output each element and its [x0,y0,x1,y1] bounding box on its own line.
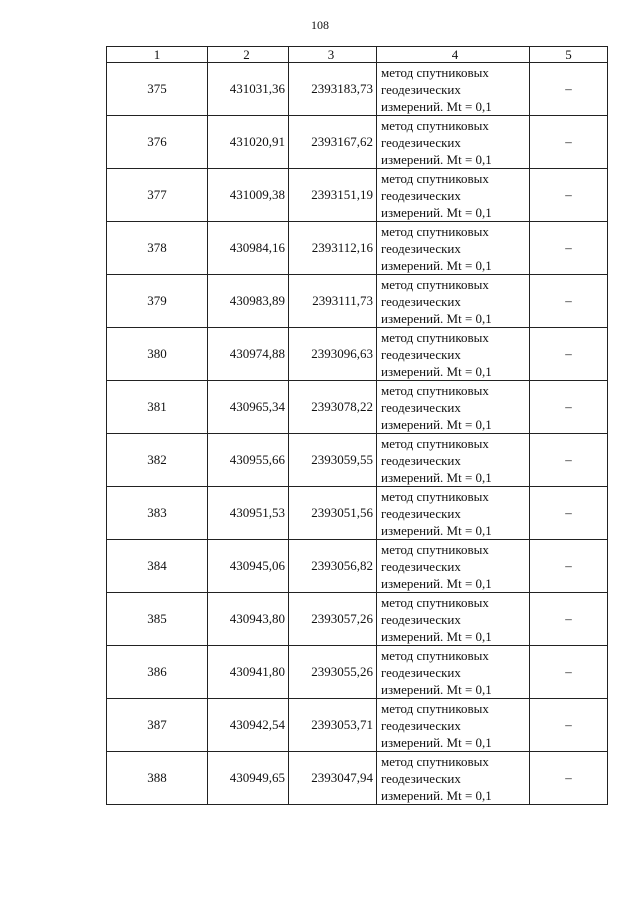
note-cell [530,752,608,805]
note-cell [530,487,608,540]
note-cell [530,434,608,487]
method-cell [377,116,530,169]
method-cell [377,434,530,487]
y-coordinate-cell: 2393112,16 [289,222,377,275]
y-coordinate-cell: 2393111,73 [289,275,377,328]
method-line-1: метод спутниковых [381,488,489,504]
note-dash: – [565,346,572,361]
method-line-3: измерений. Mt = 0,1 [381,310,492,326]
x-coordinate-cell: 430945,06 [208,540,289,593]
method-line-1: метод спутниковых [381,117,489,133]
note-dash: – [565,134,572,149]
x-coordinate-cell: 430974,88 [208,328,289,381]
note-dash: – [565,293,572,308]
method-line-1: метод спутниковых [381,382,489,398]
method-line-1: метод спутниковых [381,753,489,769]
method-cell [377,487,530,540]
y-coordinate-cell: 2393053,71 [289,699,377,752]
method-line-3: измерений. Mt = 0,1 [381,151,492,167]
point-number-cell: 379 [107,275,208,328]
point-number-cell: 383 [107,487,208,540]
x-coordinate-cell: 430983,89 [208,275,289,328]
note-dash: – [565,664,572,679]
note-cell [530,540,608,593]
x-coordinate-cell: 430949,65 [208,752,289,805]
method-cell [377,593,530,646]
table-row [107,593,608,646]
method-line-3: измерений. Mt = 0,1 [381,628,492,644]
x-coordinate-cell: 430984,16 [208,222,289,275]
method-line-2: геодезических [381,81,461,97]
method-line-2: геодезических [381,505,461,521]
method-line-2: геодезических [381,187,461,203]
point-number-cell: 387 [107,699,208,752]
point-number-cell: 380 [107,328,208,381]
y-coordinate-cell: 2393096,63 [289,328,377,381]
method-cell [377,63,530,116]
method-line-1: метод спутниковых [381,223,489,239]
method-line-1: метод спутниковых [381,700,489,716]
note-dash: – [565,187,572,202]
method-line-2: геодезических [381,452,461,468]
note-dash: – [565,81,572,96]
method-line-3: измерений. Mt = 0,1 [381,204,492,220]
y-coordinate-cell: 2393167,62 [289,116,377,169]
table-row [107,381,608,434]
note-cell [530,222,608,275]
column-header-4: 4 [377,47,530,63]
method-line-2: геодезических [381,611,461,627]
table-row [107,328,608,381]
note-cell [530,593,608,646]
x-coordinate-cell: 430941,80 [208,646,289,699]
x-coordinate-cell: 431020,91 [208,116,289,169]
note-dash: – [565,452,572,467]
point-number-cell: 378 [107,222,208,275]
y-coordinate-cell: 2393057,26 [289,593,377,646]
method-line-3: измерений. Mt = 0,1 [381,416,492,432]
method-line-1: метод спутниковых [381,541,489,557]
note-cell [530,328,608,381]
point-number-cell: 377 [107,169,208,222]
point-number-cell: 381 [107,381,208,434]
method-line-3: измерений. Mt = 0,1 [381,575,492,591]
method-line-2: геодезических [381,134,461,150]
method-line-1: метод спутниковых [381,435,489,451]
method-line-3: измерений. Mt = 0,1 [381,98,492,114]
note-dash: – [565,399,572,414]
method-line-1: метод спутниковых [381,276,489,292]
note-dash: – [565,558,572,573]
table-row [107,169,608,222]
method-line-2: геодезических [381,399,461,415]
table-row [107,487,608,540]
method-line-1: метод спутниковых [381,594,489,610]
y-coordinate-cell: 2393183,73 [289,63,377,116]
column-header-1: 1 [107,47,208,63]
column-header-5: 5 [530,47,608,63]
table-header-row [107,47,608,63]
y-coordinate-cell: 2393056,82 [289,540,377,593]
coordinates-table [106,46,608,805]
x-coordinate-cell: 430951,53 [208,487,289,540]
method-line-2: геодезических [381,240,461,256]
method-cell [377,381,530,434]
point-number-cell: 386 [107,646,208,699]
method-line-3: измерений. Mt = 0,1 [381,469,492,485]
table-row [107,540,608,593]
table-body [107,63,608,805]
method-cell [377,540,530,593]
method-line-2: геодезических [381,346,461,362]
table-row [107,63,608,116]
note-dash: – [565,240,572,255]
method-cell [377,328,530,381]
method-line-2: геодезических [381,558,461,574]
point-number-cell: 388 [107,752,208,805]
x-coordinate-cell: 430965,34 [208,381,289,434]
table-row [107,646,608,699]
table-row [107,222,608,275]
note-cell [530,646,608,699]
note-cell [530,63,608,116]
method-cell [377,169,530,222]
point-number-cell: 384 [107,540,208,593]
note-dash: – [565,611,572,626]
y-coordinate-cell: 2393078,22 [289,381,377,434]
table-row [107,116,608,169]
method-line-1: метод спутниковых [381,329,489,345]
method-line-1: метод спутниковых [381,64,489,80]
method-line-3: измерений. Mt = 0,1 [381,681,492,697]
method-line-3: измерений. Mt = 0,1 [381,363,492,379]
column-header-2: 2 [208,47,289,63]
point-number-cell: 376 [107,116,208,169]
x-coordinate-cell: 430955,66 [208,434,289,487]
note-dash: – [565,717,572,732]
method-line-3: измерений. Mt = 0,1 [381,787,492,803]
method-line-3: измерений. Mt = 0,1 [381,257,492,273]
note-cell [530,275,608,328]
method-cell [377,752,530,805]
y-coordinate-cell: 2393151,19 [289,169,377,222]
method-line-1: метод спутниковых [381,170,489,186]
method-line-3: измерений. Mt = 0,1 [381,522,492,538]
method-line-2: геодезических [381,664,461,680]
y-coordinate-cell: 2393051,56 [289,487,377,540]
table-row [107,434,608,487]
note-cell [530,381,608,434]
table-row [107,275,608,328]
y-coordinate-cell: 2393055,26 [289,646,377,699]
y-coordinate-cell: 2393047,94 [289,752,377,805]
page-number: 108 [311,18,329,32]
x-coordinate-cell: 431009,38 [208,169,289,222]
point-number-cell: 385 [107,593,208,646]
method-line-3: измерений. Mt = 0,1 [381,734,492,750]
note-cell [530,699,608,752]
method-cell [377,699,530,752]
y-coordinate-cell: 2393059,55 [289,434,377,487]
point-number-cell: 375 [107,63,208,116]
table-row [107,699,608,752]
note-cell [530,169,608,222]
x-coordinate-cell: 430943,80 [208,593,289,646]
x-coordinate-cell: 431031,36 [208,63,289,116]
method-line-1: метод спутниковых [381,647,489,663]
table-row [107,752,608,805]
note-dash: – [565,505,572,520]
method-line-2: геодезических [381,717,461,733]
method-cell [377,646,530,699]
method-cell [377,222,530,275]
x-coordinate-cell: 430942,54 [208,699,289,752]
point-number-cell: 382 [107,434,208,487]
note-dash: – [565,770,572,785]
method-cell [377,275,530,328]
method-line-2: геодезических [381,770,461,786]
method-line-2: геодезических [381,293,461,309]
column-header-3: 3 [289,47,377,63]
note-cell [530,116,608,169]
